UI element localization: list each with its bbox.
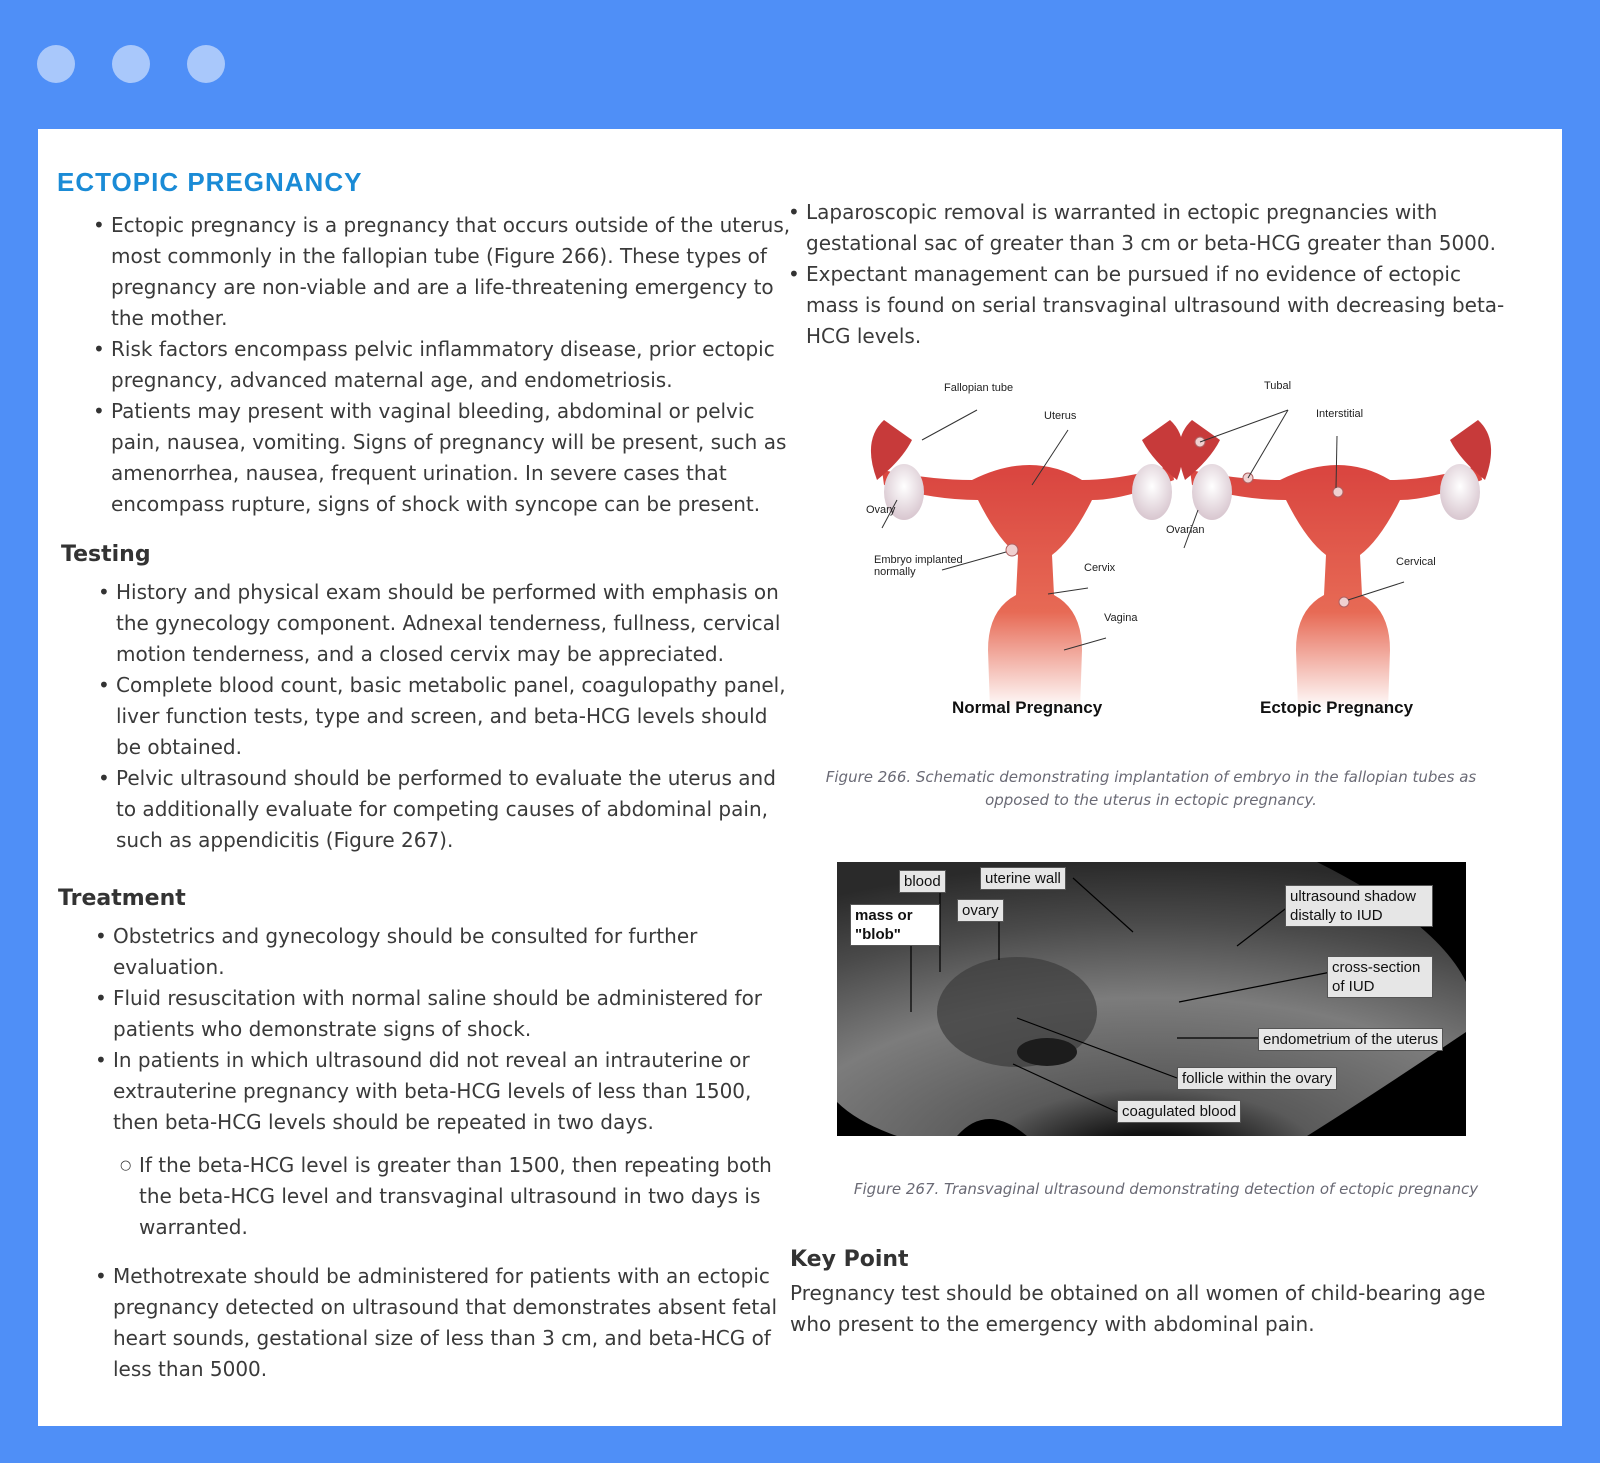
us-label-shadow: ultrasound shadow distally to IUD [1285,885,1433,927]
label-uterus: Uterus [1044,410,1077,422]
us-label-cross-section: cross-section of IUD [1327,956,1433,998]
sub-list-item: ○ If the beta-HCG level is greater than 1500, then repeating both the beta-HCG level and transvaginal ultrasound in two days is warranted. [139,1150,797,1243]
label-interstitial: Interstitial [1316,408,1364,420]
treatment-list [57,921,797,1138]
figure-267-ultrasound [837,862,1466,1136]
page-title: ECTOPIC PREGNANCY [57,167,363,197]
us-label-ovary: ovary [957,899,1004,922]
list-item: • Methotrexate should be administered for patients with an ectopic pregnancy detected on ultrasound that demonstrates absent fetal heart sounds, gestational size of less than 3 cm, and beta-HCG of less than 5000. [113,1261,797,1385]
label-ovary: Ovary [866,504,896,516]
right-column [790,197,1512,1340]
label-cervical: Cervical [1396,556,1436,568]
treatment-list-last [57,1261,797,1385]
label-cervix: Cervix [1084,562,1116,574]
treatment-sublist [57,1150,797,1243]
window-dot-close[interactable] [37,45,75,83]
list-item: • Patients may present with vaginal bleeding, abdominal or pelvic pain, nausea, vomiting. Signs of pregnancy will be present, such as amenorrhea, nausea, frequent urination. In severe cases that encompass rupture, signs of shock with syncope can be present. [111,396,797,520]
testing-list [57,577,797,856]
figure-266-caption: Figure 266. Schematic demonstrating implantation of embryo in the fallopian tubes as opposed to the uterus in ectopic pregnancy. [825,768,1477,809]
key-point-text: Pregnancy test should be obtained on all women of child-bearing age who present to the emergency with abdominal pain. [790,1281,1486,1336]
testing-heading: Testing [61,542,151,567]
ectopic-uterus-shape [1179,420,1491,710]
us-label-follicle: follicle within the ovary [1177,1067,1337,1090]
list-item: • Fluid resuscitation with normal saline should be administered for patients who demonstrate signs of shock. [113,983,797,1045]
document-page [38,129,1562,1426]
us-label-mass: mass or "blob" [850,904,940,946]
uterus-anatomy-illustration [822,380,1502,710]
treatment-heading: Treatment [58,886,186,911]
us-label-uterine-wall: uterine wall [980,867,1066,890]
right-list [790,197,1512,352]
list-item: • Expectant management can be pursued if no evidence of ectopic mass is found on serial transvaginal ultrasound with decreasing beta-HCG levels. [806,259,1512,352]
us-label-coagulated: coagulated blood [1117,1100,1241,1123]
label-normal-pregnancy: Normal Pregnancy [952,698,1103,717]
list-item: • Obstetrics and gynecology should be consulted for further evaluation. [113,921,797,983]
list-item: • History and physical exam should be performed with emphasis on the gynecology component. Adnexal tenderness, fullness, cervical motion tenderness, and a closed cervix may be appreciated. [116,577,797,670]
list-item: • Ectopic pregnancy is a pregnancy that occurs outside of the uterus, most commonly in the fallopian tube (Figure 266). These types of pregnancy are non-viable and are a life-threatening emergency to the mother. [111,210,797,334]
list-item: • Pelvic ultrasound should be performed to evaluate the uterus and to additionally evaluate for competing causes of abdominal pain, such as appendicitis (Figure 267). [116,763,797,856]
list-item: • Complete blood count, basic metabolic panel, coagulopathy panel, liver function tests, type and screen, and beta-HCG levels should be obtained. [116,670,797,763]
window-dot-maximize[interactable] [187,45,225,83]
figure-267-caption: Figure 267. Transvaginal ultrasound demonstrating detection of ectopic pregnancy [853,1180,1479,1198]
us-label-endometrium: endometrium of the uterus [1258,1028,1443,1051]
list-item: • Risk factors encompass pelvic inflammatory disease, prior ectopic pregnancy, advanced maternal age, and endometriosis. [111,334,797,396]
label-ovarian: Ovarian [1166,524,1205,536]
label-tubal: Tubal [1264,380,1292,392]
list-item: • Laparoscopic removal is warranted in ectopic pregnancies with gestational sac of greater than 3 cm or beta-HCG greater than 5000. [806,197,1512,259]
label-vagina: Vagina [1104,612,1138,624]
label-ectopic-pregnancy: Ectopic Pregnancy [1260,698,1414,717]
window-dot-minimize[interactable] [112,45,150,83]
us-label-blood: blood [899,870,946,893]
label-fallopian-tube: Fallopian tube [944,382,1014,394]
list-item: • In patients in which ultrasound did not reveal an intrauterine or extrauterine pregnancy with beta-HCG levels of less than 1500, then beta-HCG levels should be repeated in two days. [113,1045,797,1138]
figure-266-illustration [822,380,1502,750]
intro-list [57,210,797,520]
key-point-heading: Key Point [790,1247,909,1272]
label-embryo: Embryo implanted normally [874,554,963,578]
left-column [57,167,797,1385]
